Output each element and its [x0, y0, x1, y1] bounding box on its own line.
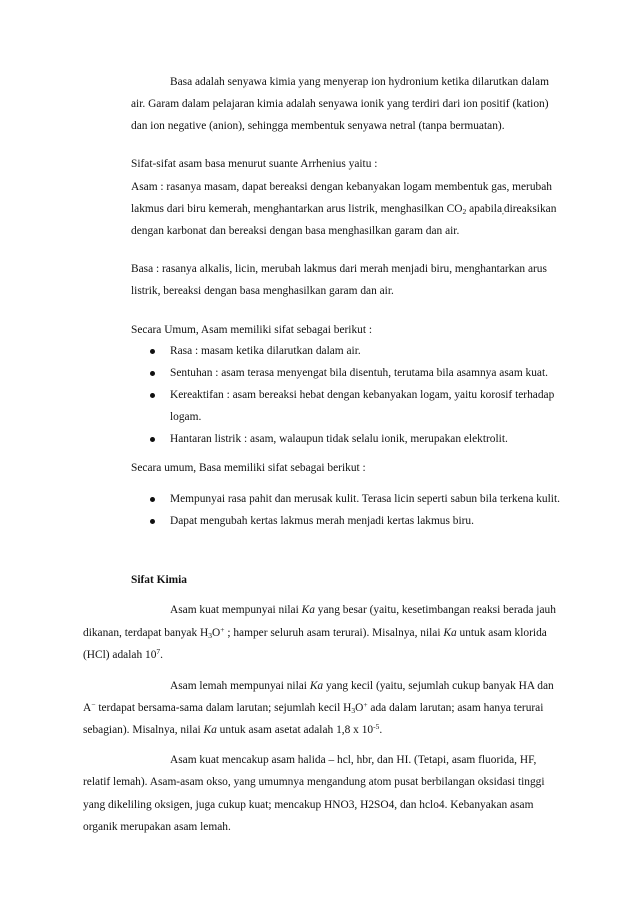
basa-sifat-intro: Secara umum, Basa memiliki sifat sebagai berikut : [131, 462, 366, 474]
asam-sifat-item: Rasa : masam ketika dilarutkan dalam air. [170, 345, 361, 357]
sifat-kimia-p1-line-2: dikanan, terdapat banyak $H_3O^+$ ; hamper seluruh asam terurai). Misalnya, nilai Ka untuk asam klorida [83, 625, 547, 640]
section-heading: Sifat Kimia [131, 574, 188, 586]
asam-sifat-item-continuation: logam. [170, 411, 202, 423]
asam-arrhenius-line-2: lakmus dari biru kemerah, menghantarkan arus listrik, menghasilkan $CO_2$ apabila$_,$direaksikan [131, 203, 557, 216]
asam-sifat-item: Hantaran listrik : asam, walaupun tidak selalu ionik, merupakan elektrolit. [170, 433, 508, 445]
basa-arrhenius-line-2: listrik, bereaksi dengan basa menghasilkan garam dan air. [131, 285, 394, 297]
sifat-kimia-p3-line-2: relatif lemah). Asam-asam okso, yang umumnya mengandung atom pusat berbilangan oksidasi tinggi [83, 776, 545, 788]
sifat-kimia-p1-line-1: Asam kuat mempunyai nilai Ka yang besar (yaitu, kesetimbangan reaksi berada jauh [170, 604, 556, 616]
bullet-icon [150, 349, 155, 354]
asam-sifat-item: Kereaktifan : asam bereaksi hebat dengan kebanyakan logam, yaitu korosif terhadap [170, 389, 555, 401]
sifat-kimia-p2-line-2: A− terdapat bersama-sama dalam larutan; sejumlah kecil $H_3O^+$ ada dalam larutan; asam hanya terurai [83, 700, 544, 715]
bullet-icon [150, 497, 155, 502]
basa-sifat-item: Dapat mengubah kertas lakmus merah menjadi kertas lakmus biru. [170, 515, 474, 527]
basa-sifat-item: Mempunyai rasa pahit dan merusak kulit. Terasa licin seperti sabun bila terkena kulit. [170, 493, 560, 505]
bullet-icon [150, 437, 155, 442]
asam-sifat-item: Sentuhan : asam terasa menyengat bila disentuh, terutama bila asamnya asam kuat. [170, 367, 548, 379]
basa-arrhenius-line-1: Basa : rasanya alkalis, licin, merubah lakmus dari merah menjadi biru, menghantarkan arus [131, 263, 547, 275]
asam-arrhenius-line-1: Asam : rasanya masam, dapat bereaksi dengan kebanyakan logam membentuk gas, merubah [131, 181, 552, 193]
bullet-icon [150, 519, 155, 524]
bullet-icon [150, 393, 155, 398]
sifat-kimia-p3-line-3: yang dikeliling oksigen, juga cukup kuat; mencakup HNO3, H2SO4, dan hclo4. Kebanyakan asam [83, 799, 534, 811]
basa-definition-line-3: dan ion negative (anion), sehingga membentuk senyawa netral (tanpa bermuatan). [131, 120, 505, 132]
basa-definition-line-2: air. Garam dalam pelajaran kimia adalah senyawa ionik yang terdiri dari ion positif (kation) [131, 98, 549, 110]
sifat-kimia-p3-line-4: organik merupakan asam lemah. [83, 821, 231, 833]
bullet-icon [150, 371, 155, 376]
sifat-kimia-p2-line-1: Asam lemah mempunyai nilai Ka yang kecil (yaitu, sejumlah cukup banyak HA dan [170, 680, 554, 692]
sifat-kimia-p3-line-1: Asam kuat mencakup asam halida – hcl, hbr, dan HI. (Tetapi, asam fluorida, HF, [170, 754, 537, 766]
arrhenius-intro: Sifat-sifat asam basa menurut suante Arrhenius yaitu : [131, 158, 378, 170]
asam-arrhenius-line-3: dengan karbonat dan bereaksi dengan basa menghasilkan garam dan air. [131, 225, 460, 237]
asam-sifat-intro: Secara Umum, Asam memiliki sifat sebagai berikut : [131, 324, 373, 336]
sifat-kimia-p2-line-3: sebagian). Misalnya, nilai Ka untuk asam asetat adalah 1,8 x $10^{-5}$. [83, 722, 383, 736]
sifat-kimia-p1-line-3: (HCl) adalah $10^7$. [83, 647, 163, 661]
basa-definition-line-1: Basa adalah senyawa kimia yang menyerap ion hydronium ketika dilarutkan dalam [170, 76, 549, 88]
